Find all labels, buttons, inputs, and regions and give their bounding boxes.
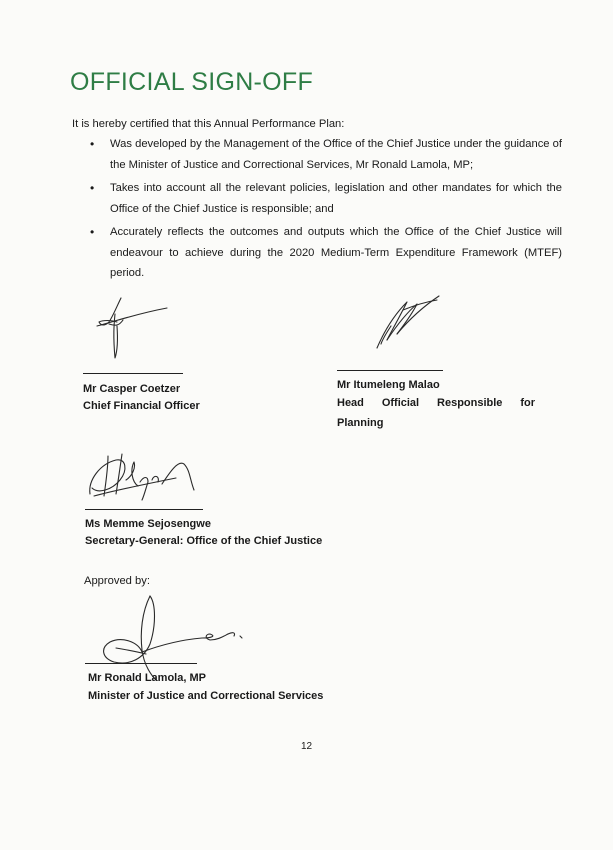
cfo-signature-line xyxy=(83,373,183,374)
cfo-name: Mr Casper Coetzer xyxy=(83,383,181,395)
cfo-role: Chief Financial Officer xyxy=(83,400,200,412)
certification-list xyxy=(86,134,562,287)
page-number: 12 xyxy=(300,741,313,752)
planning-name: Mr Itumeleng Malao xyxy=(337,379,440,391)
planning-signature xyxy=(373,294,443,352)
page-title: OFFICIAL SIGN-OFF xyxy=(70,68,314,96)
list-item: • Accurately reflects the outcomes and outputs which the Office of the Chief Justice will endeavour to achieve during the 2020 Medium-Term Expenditure Framework (MTEF) period. xyxy=(86,222,562,284)
cfo-signature xyxy=(95,296,170,360)
approved-by-label: Approved by: xyxy=(84,575,150,587)
planning-role-line1: Head Official Responsible for xyxy=(337,397,535,409)
minister-signature-line xyxy=(85,663,197,664)
sg-name: Ms Memme Sejosengwe xyxy=(85,518,211,530)
minister-role: Minister of Justice and Correctional Services xyxy=(88,690,324,702)
intro-text: It is hereby certified that this Annual Performance Plan: xyxy=(72,118,345,130)
sg-signature xyxy=(86,450,196,502)
list-item: • Takes into account all the relevant policies, legislation and other mandates for which the Office of the Chief Justice is responsible; and xyxy=(86,178,562,219)
planning-signature-line xyxy=(337,370,443,371)
sg-role: Secretary-General: Office of the Chief Justice xyxy=(85,535,323,547)
list-item: • Was developed by the Management of the Office of the Chief Justice under the guidance of the Minister of Justice and Correctional Services, Mr Ronald Lamola, MP; xyxy=(86,134,562,175)
planning-role-line2: Planning xyxy=(337,417,384,429)
minister-name: Mr Ronald Lamola, MP xyxy=(88,672,206,684)
sg-signature-line xyxy=(85,509,203,510)
